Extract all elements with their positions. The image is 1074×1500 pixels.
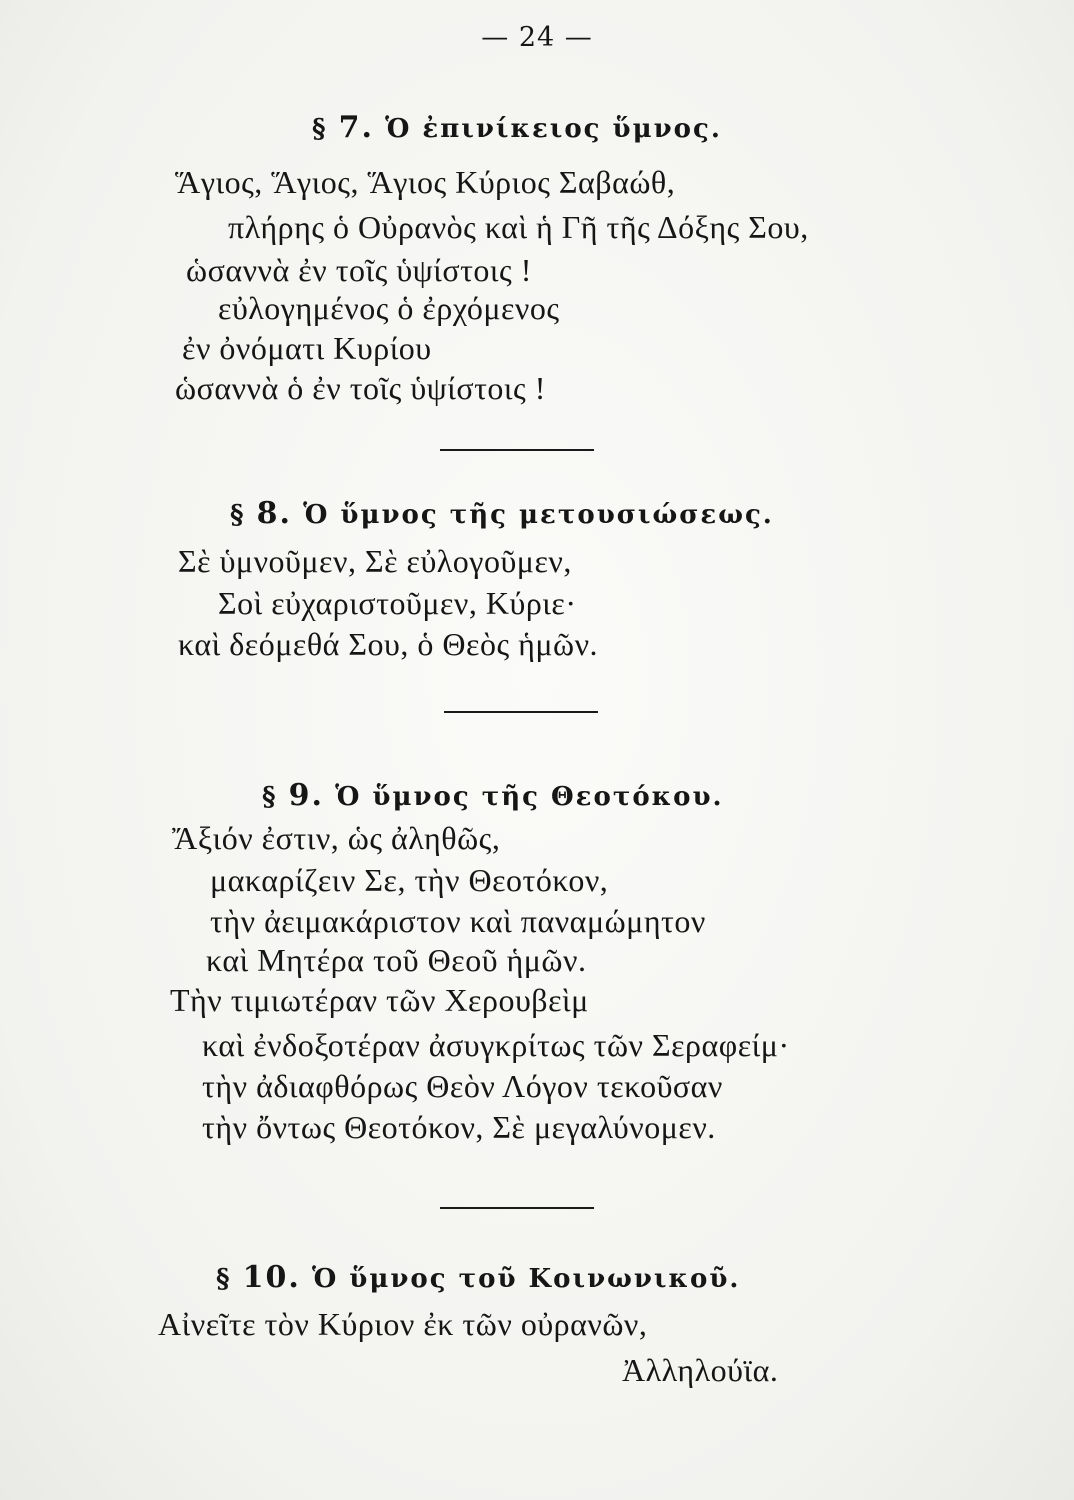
- hymn-line: καὶ ἐνδοξοτέραν ἀσυγκρίτως τῶν Σεραφείμ·: [202, 1027, 790, 1063]
- hymn-line: τὴν ἀδιαφθόρως Θεὸν Λόγον τεκοῦσαν: [202, 1068, 723, 1104]
- section-number: 10.: [242, 1260, 301, 1295]
- hymn-line: πλήρης ὁ Οὐρανὸς καὶ ἡ Γῆ τῆς Δόξης Σου,: [228, 209, 809, 245]
- section-heading-8: [230, 496, 774, 531]
- hymn-line: εὐλογημένος ὁ ἐρχόμενος: [218, 290, 560, 326]
- hymn-line: τὴν ὄντως Θεοτόκον, Σὲ μεγαλύνομεν.: [202, 1109, 716, 1145]
- hymn-line: Ἀλληλούϊα.: [622, 1352, 779, 1388]
- section-heading-10: [216, 1260, 740, 1295]
- hymn-line: τὴν ἀειμακάριστον καὶ παναμώμητον: [210, 903, 706, 939]
- hymn-line: καὶ δεόμεθά Σου, ὁ Θεὸς ἡμῶν.: [178, 626, 599, 662]
- hymn-line: Τὴν τιμιωτέραν τῶν Χερουβεὶμ: [170, 982, 589, 1018]
- hymn-line: Σὲ ὑμνοῦμεν, Σὲ εὐλογοῦμεν,: [178, 543, 572, 579]
- hymn-line: ὡσαννὰ ἐν τοῖς ὑψίστοις !: [186, 252, 532, 288]
- page-number: — 24 —: [481, 22, 593, 53]
- hymn-line: μακαρίζειν Σε, τὴν Θεοτόκον,: [210, 862, 609, 898]
- section-number: 7.: [338, 110, 374, 145]
- section-divider: [444, 711, 598, 713]
- section-number: 8.: [256, 496, 292, 531]
- section-sign: §: [312, 114, 328, 144]
- section-number: 9.: [288, 778, 324, 813]
- section-divider: [440, 449, 594, 451]
- section-sign: §: [262, 782, 278, 812]
- section-divider: [440, 1207, 594, 1209]
- hymn-line: Ἄξιόν ἐστιν, ὡς ἀληθῶς,: [172, 820, 501, 856]
- hymn-line: Ἅγιος, Ἅγιος, Ἅγιος Κύριος Σαβαώθ,: [175, 164, 676, 200]
- section-title: Ὁ ἐπινίκειος ὕμνος.: [385, 114, 722, 144]
- hymn-line: ἐν ὀνόματι Κυρίου: [182, 330, 432, 366]
- section-sign: §: [230, 500, 246, 530]
- hymn-line: ὡσαννὰ ὁ ἐν τοῖς ὑψίστοις !: [175, 370, 546, 406]
- section-heading-9: [262, 778, 724, 813]
- section-sign: §: [216, 1264, 232, 1294]
- section-title: Ὁ ὕμνος τοῦ Κοινωνικοῦ.: [311, 1264, 741, 1294]
- hymn-line: Αἰνεῖτε τὸν Κύριον ἐκ τῶν οὐρανῶν,: [158, 1306, 648, 1342]
- hymn-line: Σοὶ εὐχαριστοῦμεν, Κύριε·: [218, 585, 577, 621]
- section-title: Ὁ ὕμνος τῆς μετουσιώσεως.: [303, 500, 774, 530]
- section-heading-7: [312, 110, 722, 145]
- hymn-line: καὶ Μητέρα τοῦ Θεοῦ ἡμῶν.: [206, 942, 587, 978]
- section-title: Ὁ ὕμνος τῆς Θεοτόκου.: [335, 782, 724, 812]
